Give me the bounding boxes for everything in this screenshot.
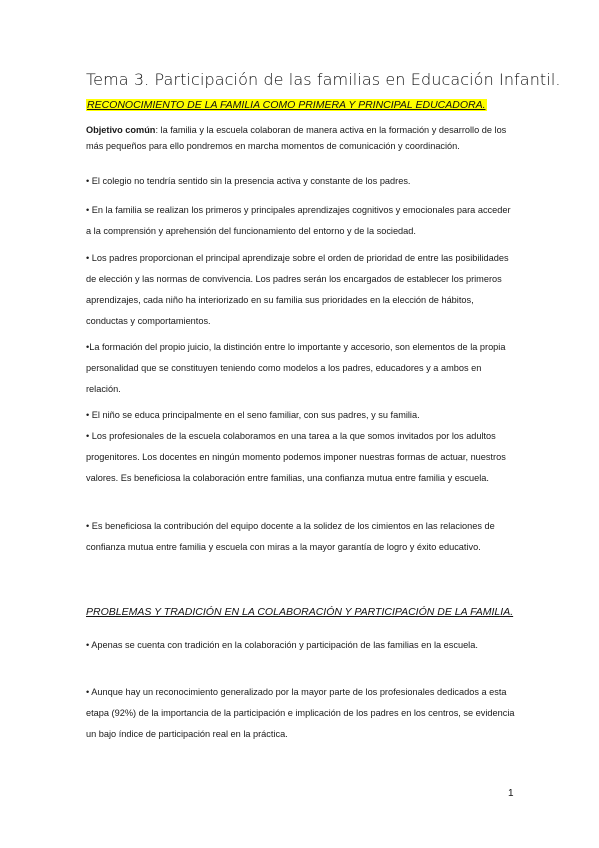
objective-label: Objetivo común (86, 125, 156, 135)
bullet-equipo-docente: • Es beneficiosa la contribución del equipo docente a la solidez de los cimientos en las relaciones de confianza mutua entre familia y escuela con miras a la mayor garantía de logro y éxito educativo. (86, 521, 495, 552)
bullet-nino-familia: • El niño se educa principalmente en el seno familiar, con sus padres, y su familia. (86, 410, 420, 420)
bullet-formacion-juicio: •La formación del propio juicio, la distinción entre lo importante y accesorio, son elementos de la propia personalidad que se constituyen teniendo como modelos a los padres, educadores y a ambos en relación. (86, 342, 506, 394)
objective-text: : la familia y la escuela colaboran de manera activa en la formación y desarrollo de los más pequeños para ello pondremos en marcha momentos de comunicación y coordinación. (86, 125, 507, 151)
bullet-reconocimiento-generalizado: • Aunque hay un reconocimiento generalizado por la mayor parte de los profesionales dedicados a esta etapa (92%) de la importancia de la participación e implicación de los padres en los centros, se evidencia un bajo índice de participación real en la práctica. (86, 687, 515, 739)
bullet-tradicion: • Apenas se cuenta con tradición en la colaboración y participación de las familias en la escuela. (86, 640, 478, 650)
section-heading-reconocimiento (86, 99, 487, 111)
bullet-profesionales-escuela: • Los profesionales de la escuela colaboramos en una tarea a la que somos invitados por los adultos progenitores. Los docentes en ningún momento podemos imponer nuestras formas de actuar, nuestros valores. Es beneficiosa la colaboración entre familias, una confianza mutua entre familia y escuela. (86, 431, 506, 483)
highlighted-heading-text: RECONOCIMIENTO DE LA FAMILIA COMO PRIMERA Y PRINCIPAL EDUCADORA. (87, 99, 486, 111)
objective-paragraph (86, 122, 518, 154)
bullet-colegio: • El colegio no tendría sentido sin la presencia activa y constante de los padres. (86, 176, 411, 186)
page-number: 1 (508, 788, 514, 799)
bullet-padres-aprendizaje: • Los padres proporcionan el principal aprendizaje sobre el orden de prioridad de entre las posibilidades de elección y las normas de convivencia. Los padres serán los encargados de establecer los primeros aprendizajes, cada niño ha interiorizado en su familia sus prioridades en la elección de hábitos, conductas y comportamientos. (86, 253, 509, 326)
bullet-familia-aprendizajes: • En la familia se realizan los primeros y principales aprendizajes cognitivos y emocionales para acceder a la comprensión y aprehensión del funcionamiento del entorno y de la sociedad. (86, 205, 511, 236)
section-heading-problemas: PROBLEMAS Y TRADICIÓN EN LA COLABORACIÓN Y PARTICIPACIÓN DE LA FAMILIA. (86, 606, 514, 618)
document-title: Tema 3. Participación de las familias en Educación Infantil. (86, 70, 561, 89)
